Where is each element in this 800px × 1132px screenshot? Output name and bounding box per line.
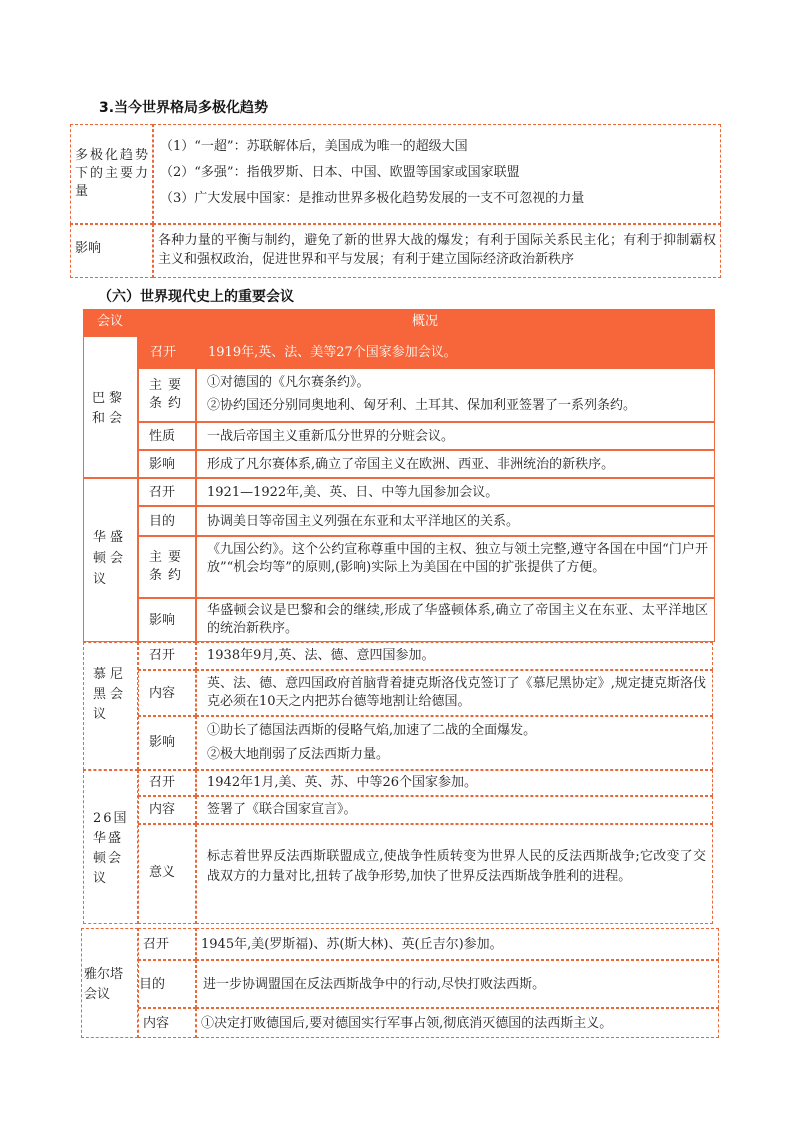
yalta-row-content-content [196,1008,719,1038]
row-label: 召开 [149,775,176,790]
un-row-content-label [138,796,196,824]
trend-label: 多极化趋势下的主要力量 [75,148,149,199]
trend-label-cell [70,124,153,224]
row-text: 英、法、德、意四国政府首脑背着捷克斯洛伐克签订了《慕尼黑协定》,规定捷克斯洛伐克必须在10天之内把苏台德等地割让给德国。 [207,676,706,709]
row-text: ①决定打败德国后,要对德国实行军事占领,彻底消灭德国的法西斯主义。 [201,1016,613,1031]
conference-name-text: 雅尔塔会议 [84,967,124,1002]
un-row-meaning-label [138,824,196,924]
wash-row-convene-content [196,478,715,506]
row-label: 影响 [149,735,176,750]
impact-content-cell [153,224,721,278]
row-text: 签署了《联合国家宣言》。 [207,802,357,817]
munich-row-impact-label [138,716,196,770]
wash-row-impact-content [196,598,715,642]
row-label: 影响 [149,613,176,628]
wash-row-purpose-content [196,506,715,536]
row-text: 协调美日等帝国主义列强在东亚和太平洋地区的关系。 [207,514,520,529]
row-label: 召开 [150,345,177,360]
yalta-row-convene-content [196,928,719,960]
row-text: ①对德国的《凡尔赛条约》。 [207,375,370,390]
row-text: ①助长了德国法西斯的侵略气焰,加速了二战的全面爆发。 [207,723,537,738]
row-label: 主要条约 [149,550,188,583]
row-text: 标志着世界反法西斯联盟成立,使战争性质转变为世界人民的反法西斯战争;它改变了交战双方的力量对比,扭转了战争形势,加快了世界反法西斯战争胜利的进程。 [207,849,706,884]
conference-name-26-nations [83,770,138,924]
wash-row-treaty-content [196,536,715,598]
conference-name-munich [83,642,138,770]
row-label: 内容 [143,1016,170,1031]
row-text: ②极大地削弱了反法西斯力量。 [207,747,390,762]
trend-line-3: （3）广大发展中国家：是推动世界多极化趋势发展的一支不可忽视的力量 [160,191,585,206]
wash-row-purpose-label [138,506,196,536]
munich-row-content-content [196,670,713,716]
conference-name-text: 26国华盛顿会议 [93,811,129,886]
row-label: 召开 [149,648,176,663]
conference-name-yalta [81,928,138,1038]
impact-label-cell [70,224,153,278]
row-text: 1938年9月,英、法、德、意四国参加。 [207,648,435,663]
conference-name-text: 慕尼黑会议 [93,667,128,722]
header-col-overview: 概况 [412,314,439,329]
yalta-row-convene-label [138,928,196,960]
row-label: 目的 [149,514,176,529]
paris-row-treaty-label [138,368,196,422]
paris-row-impact-label [138,450,196,478]
row-label: 主要条约 [149,378,188,411]
yalta-row-content-label [138,1008,196,1038]
un-row-convene-label [138,770,196,796]
row-text: 进一步协调盟国在反法西斯战争中的行动,尽快打败法西斯。 [203,977,546,992]
paris-row-treaty-content [196,368,715,422]
header-col-conference: 会议 [97,314,124,329]
yalta-row-purpose-label [138,960,196,1008]
munich-row-convene-content [196,642,713,670]
munich-row-impact-content [196,716,713,770]
wash-row-convene-label [138,478,196,506]
trend-line-1: （1）“一超”：苏联解体后，美国成为唯一的超级大国 [160,139,468,154]
row-text: ②协约国还分别同奥地利、匈牙利、土耳其、保加利亚签署了一系列条约。 [207,398,637,413]
row-label: 性质 [149,429,176,444]
section6-heading: （六）世界现代史上的重要会议 [98,289,294,305]
munich-row-convene-label [138,642,196,670]
conference-name-paris [83,336,138,478]
row-text: 《九国公约》。这个公约宣称尊重中国的主权、独立与领土完整,遵守各国在中国“门户开放”“机会均等”的原则,(影响)实际上为美国在中国的扩张提供了方便。 [207,542,708,575]
un-row-convene-content [196,770,713,796]
row-label: 召开 [149,485,176,500]
row-text: 1945年,美(罗斯福)、苏(斯大林)、英(丘吉尔)参加。 [201,937,503,952]
row-text: 1919年,英、法、美等27个国家参加会议。 [208,345,457,360]
impact-text: 各种力量的平衡与制约，避免了新的世界大战的爆发；有利于国际关系民主化；有利于抑制霸权主义和强权政治，促进世界和平与发展；有利于建立国际经济政治新秩序 [158,233,716,267]
paris-row-convene [138,336,715,368]
row-label: 内容 [149,802,176,817]
row-label: 召开 [143,937,170,952]
row-text: 一战后帝国主义重新瓜分世界的分赃会议。 [207,429,455,444]
section3-heading: 3.当今世界格局多极化趋势 [99,100,269,116]
row-text: 1942年1月,美、英、苏、中等26个国家参加。 [207,775,478,790]
conference-name-text: 巴黎和会 [92,391,127,426]
row-text: 1921—1922年,美、英、日、中等九国参加会议。 [207,485,499,500]
trend-content-cell [153,124,721,224]
paris-row-nature-content [196,422,715,450]
conference-name-washington [83,478,138,642]
yalta-row-purpose-content [196,960,719,1008]
table-header-row [83,309,715,336]
impact-label: 影响 [75,241,102,256]
paris-row-impact-content [196,450,715,478]
row-label: 意义 [149,865,176,880]
row-label: 内容 [149,686,176,701]
paris-row-nature-label [138,422,196,450]
un-row-content-content [196,796,713,824]
munich-row-content-label [138,670,196,716]
un-row-meaning-content [196,824,713,924]
wash-row-treaty-label [138,536,196,598]
row-label: 影响 [149,457,176,472]
wash-row-impact-label [138,598,196,642]
row-label: 目的 [139,977,166,992]
row-text: 形成了凡尔赛体系,确立了帝国主义在欧洲、西亚、非洲统治的新秩序。 [207,457,615,472]
row-text: 华盛顿会议是巴黎和会的继续,形成了华盛顿体系,确立了帝国主义在东亚、太平洋地区的统治新秩序。 [207,603,708,636]
conference-name-text: 华盛顿会议 [93,530,128,587]
trend-line-2: （2）“多强”：指俄罗斯、日本、中国、欧盟等国家或国家联盟 [160,165,520,180]
